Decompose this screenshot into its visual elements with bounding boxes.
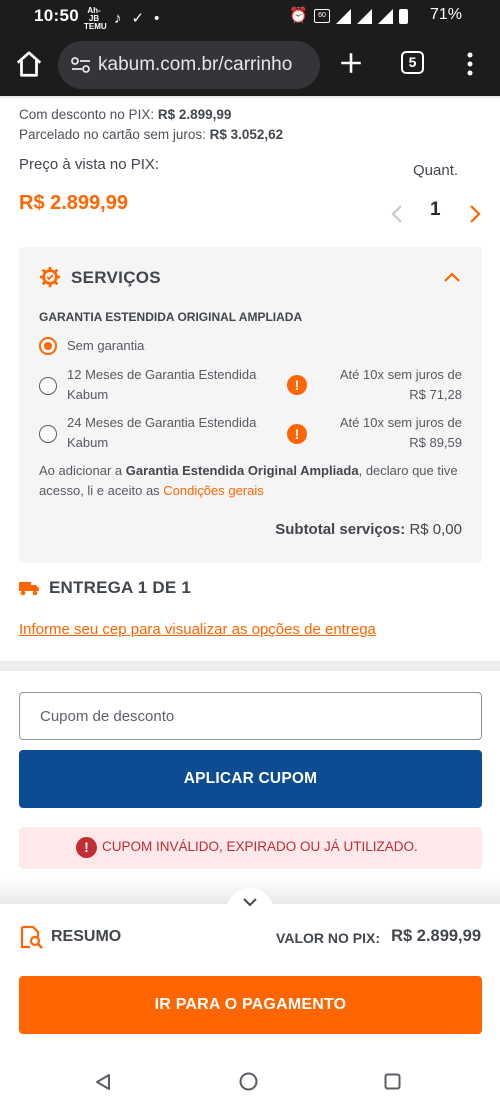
option-warranty-12-price-line2: R$ 71,28 — [409, 387, 462, 402]
quantity-decrease-icon[interactable] — [388, 203, 406, 225]
option-warranty-12-price-line1: Até 10x sem juros de — [339, 367, 462, 382]
summary-title: RESUMO — [51, 928, 122, 945]
home-circle-icon[interactable] — [239, 1072, 258, 1091]
services-subtotal-label: Subtotal serviços: — [275, 521, 406, 538]
quantity-label: Quant. — [413, 162, 459, 179]
terms-middle: , declaro que tive acesso, li e aceito as — [39, 463, 458, 498]
alarm-icon: ⏰ — [289, 7, 308, 24]
apply-coupon-button[interactable]: APLICAR CUPOM — [19, 750, 482, 808]
pix-discount-line — [19, 107, 231, 122]
chevron-down-icon — [242, 896, 258, 908]
status-bar — [0, 0, 500, 34]
toolbar-shadow — [0, 96, 500, 98]
option-warranty-24-line1: 24 Meses de Garantia Estendida — [67, 415, 257, 430]
option-warranty-12-line1: 12 Meses de Garantia Estendida — [67, 367, 257, 382]
cash-price-value: R$ 2.899,99 — [19, 192, 128, 214]
error-icon: ! — [76, 837, 97, 858]
terms-link[interactable]: Condições gerais — [163, 483, 264, 498]
pix-discount-label: Com desconto no PIX: — [19, 107, 155, 122]
option-warranty-24-price — [340, 413, 462, 453]
warranty-terms-text — [39, 461, 464, 501]
installment-value: R$ 3.052,62 — [209, 127, 284, 142]
system-icons — [289, 7, 408, 25]
quantity-value: 1 — [430, 199, 441, 220]
option-warranty-24-label[interactable] — [67, 413, 256, 453]
pix-total-value: R$ 2.899,99 — [391, 927, 481, 945]
tabs-count-icon[interactable]: 5 — [401, 51, 424, 74]
site-settings-icon[interactable] — [70, 56, 92, 74]
gear-icon — [39, 266, 61, 288]
address-bar[interactable] — [58, 41, 320, 89]
quantity-increase-icon[interactable] — [466, 203, 484, 225]
radio-no-warranty[interactable] — [39, 337, 57, 355]
warranty-subtitle: GARANTIA ESTENDIDA ORIGINAL AMPLIADA — [39, 310, 303, 324]
installment-label: Parcelado no cartão sem juros: — [19, 127, 206, 142]
option-warranty-12-label[interactable] — [67, 365, 256, 405]
receipt-search-icon — [19, 925, 43, 949]
services-card — [19, 247, 482, 563]
more-vert-icon[interactable] — [463, 51, 477, 77]
dot-icon: • — [154, 10, 160, 27]
option-no-warranty-label[interactable]: Sem garantia — [67, 338, 145, 353]
tiktok-icon: ♪ — [114, 10, 122, 27]
cep-link[interactable]: Informe seu cep para visualizar as opções de entrega — [19, 621, 376, 638]
browser-toolbar — [0, 34, 500, 96]
pix-total-label: VALOR NO PIX: — [276, 930, 380, 946]
summary-panel — [0, 904, 500, 1054]
download-done-icon: ✓ — [131, 10, 145, 27]
option-warranty-24-price-line1: Até 10x sem juros de — [339, 415, 462, 430]
speed-icon: 60 — [314, 9, 330, 23]
truck-icon — [19, 580, 40, 596]
url-text[interactable]: kabum.com.br/carrinho — [98, 54, 293, 75]
home-icon[interactable] — [14, 49, 44, 79]
terms-bold: Garantia Estendida Original Ampliada — [125, 463, 359, 478]
services-subtotal-value: R$ 0,00 — [409, 521, 462, 538]
exclamation-icon[interactable]: ! — [287, 375, 307, 395]
terms-prefix: Ao adicionar a — [39, 463, 126, 478]
signal-sim1-icon — [357, 9, 372, 24]
delivery-title: ENTREGA 1 DE 1 — [49, 578, 191, 597]
option-warranty-24-price-line2: R$ 89,59 — [409, 435, 462, 450]
coupon-input[interactable] — [19, 692, 482, 740]
option-warranty-12-line2: Kabum — [67, 387, 109, 402]
section-divider — [0, 661, 500, 671]
temu-notification-icon: Ah-JB TEMU — [84, 6, 107, 31]
status-time: 10:50 — [34, 6, 79, 25]
plus-icon[interactable] — [338, 50, 364, 76]
system-nav-bar — [0, 1054, 500, 1111]
cash-price-label: Preço à vista no PIX: — [19, 156, 160, 173]
services-title: SERVIÇOS — [71, 268, 161, 287]
battery-icon — [399, 9, 408, 24]
chevron-up-icon[interactable] — [443, 270, 461, 284]
installment-line — [19, 127, 283, 142]
signal-sim2-icon — [378, 9, 393, 24]
wifi-icon — [336, 9, 351, 24]
back-icon[interactable] — [94, 1073, 112, 1091]
go-to-payment-button[interactable]: IR PARA O PAGAMENTO — [19, 976, 482, 1034]
coupon-error-banner — [19, 827, 482, 869]
pix-discount-value: R$ 2.899,99 — [157, 107, 232, 122]
coupon-error-text: CUPOM INVÁLIDO, EXPIRADO OU JÁ UTILIZADO. — [102, 839, 418, 854]
battery-percent: 71% — [429, 6, 462, 23]
recent-apps-icon[interactable] — [384, 1073, 401, 1090]
services-subtotal — [275, 521, 462, 538]
option-warranty-24-line2: Kabum — [67, 435, 109, 450]
radio-warranty-24[interactable] — [39, 425, 57, 443]
notification-icons — [84, 7, 159, 31]
radio-warranty-12[interactable] — [39, 377, 57, 395]
option-warranty-12-price — [340, 365, 462, 405]
exclamation-icon[interactable]: ! — [287, 424, 307, 444]
